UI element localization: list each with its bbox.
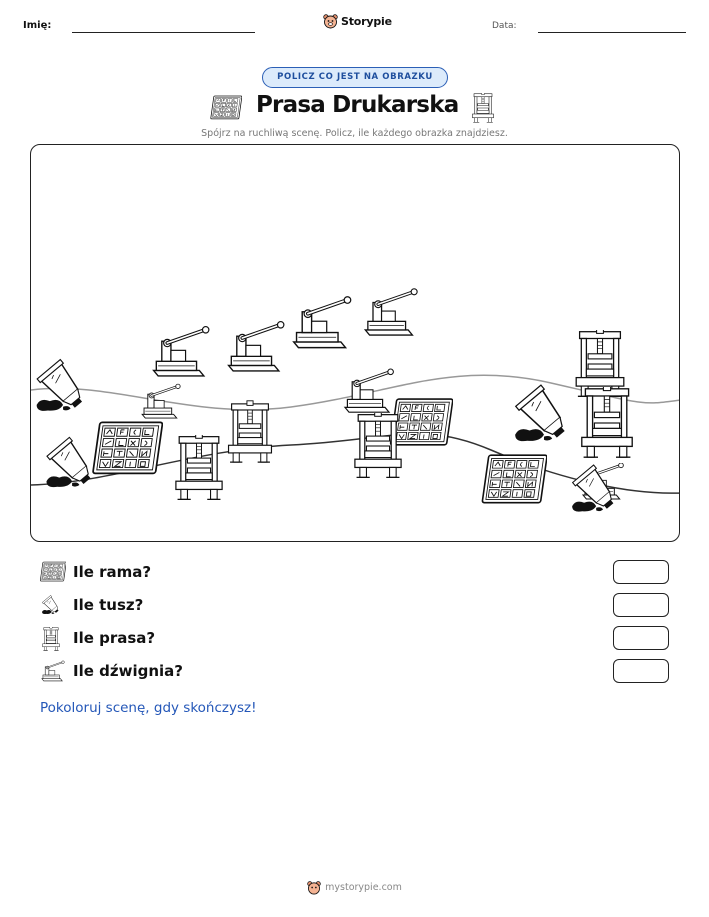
ink-item xyxy=(37,360,90,415)
question-row xyxy=(40,659,672,685)
subtitle: Spójrz na ruchliwą scenę. Policz, ile każdego obrazka znajdziesz. xyxy=(201,128,508,139)
ink-item xyxy=(46,437,98,490)
ink-item xyxy=(515,385,573,445)
lever-item xyxy=(365,289,417,335)
title-row xyxy=(0,92,709,122)
question-row xyxy=(40,626,672,652)
footer xyxy=(0,880,709,895)
name-field-line[interactable] xyxy=(72,32,255,33)
press-item xyxy=(176,433,222,499)
brand-logo xyxy=(323,13,392,29)
mascot-icon xyxy=(307,880,321,895)
answer-box[interactable] xyxy=(613,593,669,617)
lever-icon xyxy=(40,660,66,684)
frame-item xyxy=(93,422,163,473)
question-label: Ile dźwignia? xyxy=(73,662,183,680)
frame-item xyxy=(390,399,453,445)
press-item xyxy=(229,401,272,462)
footer-url: mystorypie.com xyxy=(325,882,402,893)
counting-scene xyxy=(30,144,680,542)
answer-box[interactable] xyxy=(613,626,669,650)
question-label: Ile prasa? xyxy=(73,629,156,647)
press-item xyxy=(582,385,632,457)
press-item xyxy=(355,411,401,477)
frame-icon xyxy=(210,95,242,121)
lever-item xyxy=(229,322,284,371)
answer-box[interactable] xyxy=(613,560,669,584)
lever-item xyxy=(142,384,180,418)
instruction-badge: POLICZ CO JEST NA OBRAZKU xyxy=(262,67,448,88)
press-icon xyxy=(40,627,62,651)
mascot-icon xyxy=(323,13,338,29)
coloring-note: Pokoloruj scenę, gdy skończysz! xyxy=(40,700,257,716)
question-label: Ile tusz? xyxy=(73,596,144,614)
frame-item xyxy=(482,455,547,503)
question-row xyxy=(40,560,672,586)
date-field-line[interactable] xyxy=(538,32,686,33)
ink-icon xyxy=(40,594,64,616)
press-icon xyxy=(470,93,496,123)
lever-item xyxy=(345,369,393,412)
question-label: Ile rama? xyxy=(73,563,152,581)
brand-name: Storypie xyxy=(341,14,392,28)
lever-item xyxy=(154,327,209,376)
date-label: Data: xyxy=(492,21,517,31)
frame-icon xyxy=(40,561,66,583)
lever-item xyxy=(294,297,351,348)
page-title: Prasa Drukarska xyxy=(256,92,459,118)
name-label: Imię: xyxy=(23,20,52,31)
answer-box[interactable] xyxy=(613,659,669,683)
question-row xyxy=(40,593,672,619)
press-item xyxy=(576,328,624,396)
